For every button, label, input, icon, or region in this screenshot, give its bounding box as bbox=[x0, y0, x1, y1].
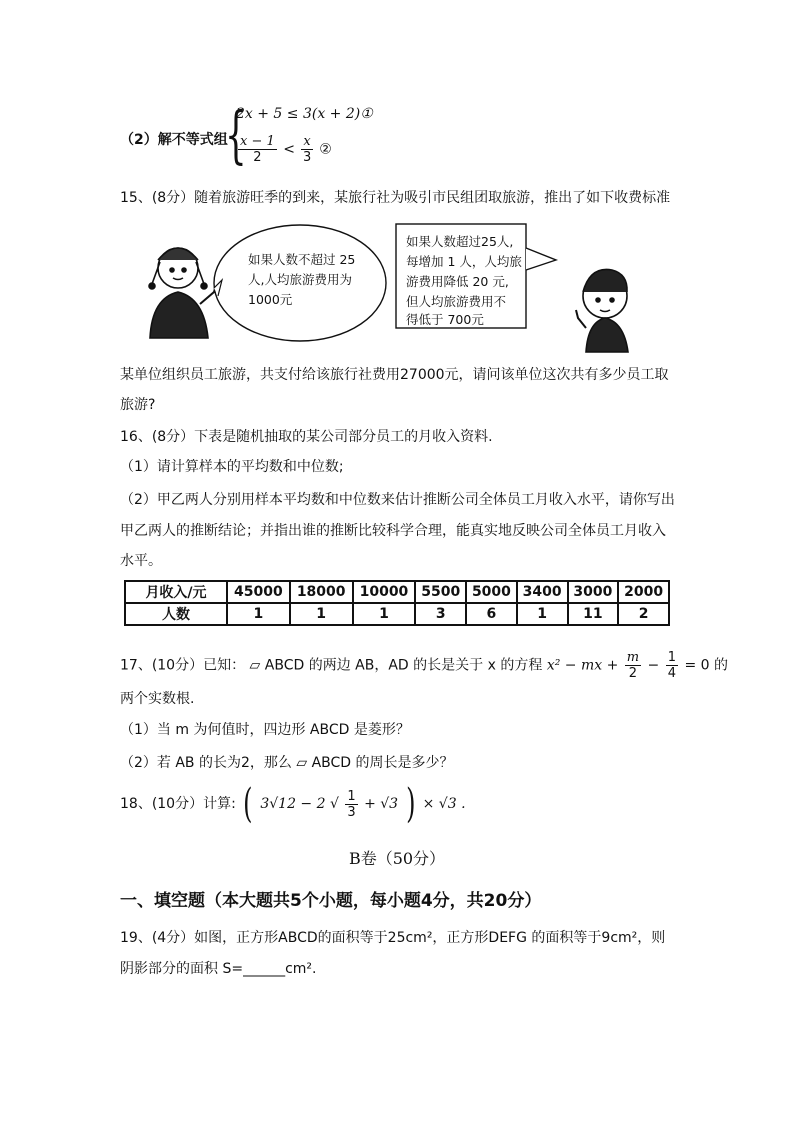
table-cell: 5000 bbox=[466, 581, 517, 603]
table-cell: 5500 bbox=[415, 581, 466, 603]
q14-label: （2）解不等式组 bbox=[120, 132, 228, 148]
q18-expr: 18、(10分）计算: ( 3√12 − 2 √ $\frac{1}{3}$ + √3 ) × √3 . bbox=[120, 781, 466, 827]
q15-intro: 15、(8分）随着旅游旺季的到来，某旅行社为吸引市民组团取旅游，推出了如下收费标准 bbox=[120, 190, 671, 206]
sqrt-icon: √ bbox=[329, 796, 339, 812]
income-table bbox=[124, 580, 670, 626]
bubble-right-line3: 游费用降低 20 元, bbox=[406, 274, 509, 289]
table-cell: 6 bbox=[466, 603, 517, 625]
q15-line1: 某单位组织员工旅游，共支付给该旅行社费用27000元，请问该单位这次共有多少员工取 bbox=[120, 367, 669, 383]
bubble-right-line2: 每增加 1 人，人均旅 bbox=[406, 254, 522, 269]
q17-intro-c: 两个实数根. bbox=[120, 691, 195, 707]
bubble-right-line4: 但人均旅游费用不 bbox=[406, 294, 507, 309]
table-header-count: 人数 bbox=[125, 603, 227, 625]
parallelogram-icon: ▱ bbox=[249, 657, 261, 674]
table-cell: 3000 bbox=[568, 581, 619, 603]
table-cell: 1 bbox=[290, 603, 353, 625]
table-header-income: 月收入/元 bbox=[125, 581, 227, 603]
q17-frac-m: $\frac{m}{2}$ bbox=[626, 650, 640, 681]
bubble-left-line1: 如果人数不超过 25 bbox=[248, 252, 356, 267]
q15-line2: 旅游? bbox=[120, 397, 156, 413]
q17-sub1: （1）当 m 为何值时，四边形 ABCD 是菱形？ bbox=[120, 722, 410, 738]
table-cell: 2000 bbox=[618, 581, 669, 603]
q14-frac-right: $\frac{x}{3}$ bbox=[302, 134, 312, 165]
table-cell: 3 bbox=[415, 603, 466, 625]
bubble-right-line5: 得低于 700元 bbox=[406, 312, 484, 327]
system-brace: { bbox=[225, 98, 247, 171]
q19-line2: 阴影部分的面积 S=______cm². bbox=[120, 961, 317, 977]
q17-intro: 17、(10分）已知： ▱ ABCD 的两边 AB，AD 的长是关于 x 的方程 x² − mx + $\frac{m}{2}$ − $\frac{1}{4}$ = 0 的 bbox=[120, 650, 729, 681]
q14-frac-left: $\frac{x - 1}{2}$ bbox=[240, 134, 275, 165]
table-cell: 11 bbox=[568, 603, 619, 625]
q16-sub1: （1）请计算样本的平均数和中位数; bbox=[120, 459, 344, 475]
q15-illustration bbox=[0, 218, 794, 358]
table-row bbox=[125, 603, 669, 625]
q19-line1: 19、(4分）如图，正方形ABCD的面积等于25cm²，正方形DEFG 的面积等于9cm²，则 bbox=[120, 930, 666, 946]
q18-frac: $\frac{1}{3}$ bbox=[347, 788, 356, 820]
girl-figure-icon bbox=[149, 248, 218, 338]
bubble-right-line1: 如果人数超过25人, bbox=[406, 234, 514, 249]
q14-eq2: $\frac{x - 1}{2}$ < $\frac{x}{3}$ ② bbox=[240, 134, 332, 165]
boy-figure-icon bbox=[576, 269, 628, 352]
bubble-left-line3: 1000元 bbox=[248, 292, 293, 307]
table-cell: 1 bbox=[353, 603, 416, 625]
table-cell: 1 bbox=[517, 603, 568, 625]
table-cell: 1 bbox=[227, 603, 290, 625]
parallelogram-icon: ▱ bbox=[296, 755, 308, 771]
table-cell: 45000 bbox=[227, 581, 290, 603]
table-cell: 2 bbox=[618, 603, 669, 625]
q16-sub2-c: 水平。 bbox=[120, 553, 162, 569]
q16-intro: 16、(8分）下表是随机抽取的某公司部分员工的月收入资料. bbox=[120, 429, 493, 445]
q17-sub2: （2）若 AB 的长为2，那么 ▱ ABCD 的周长是多少？ bbox=[120, 755, 454, 771]
bubble-left-line2: 人,人均旅游费用为 bbox=[248, 272, 352, 287]
q14-eq1: 2x + 5 ≤ 3(x + 2)① bbox=[236, 106, 373, 122]
table-cell: 18000 bbox=[290, 581, 353, 603]
q16-sub2-a: （2）甲乙两人分别用样本平均数和中位数来估计推断公司全体员工月收入水平，请你写出 bbox=[120, 492, 675, 508]
section-b-title: B卷（50分） bbox=[348, 849, 446, 868]
table-cell: 3400 bbox=[517, 581, 568, 603]
table-row bbox=[125, 581, 669, 603]
q16-sub2-b: 甲乙两人的推断结论；并指出谁的推断比较科学合理，能真实地反映公司全体员工月收入 bbox=[120, 523, 666, 539]
q17-frac-quarter: $\frac{1}{4}$ bbox=[667, 650, 677, 681]
part1-heading: 一、填空题（本大题共5个小题，每小题4分，共20分） bbox=[120, 891, 542, 911]
table-cell: 10000 bbox=[353, 581, 416, 603]
